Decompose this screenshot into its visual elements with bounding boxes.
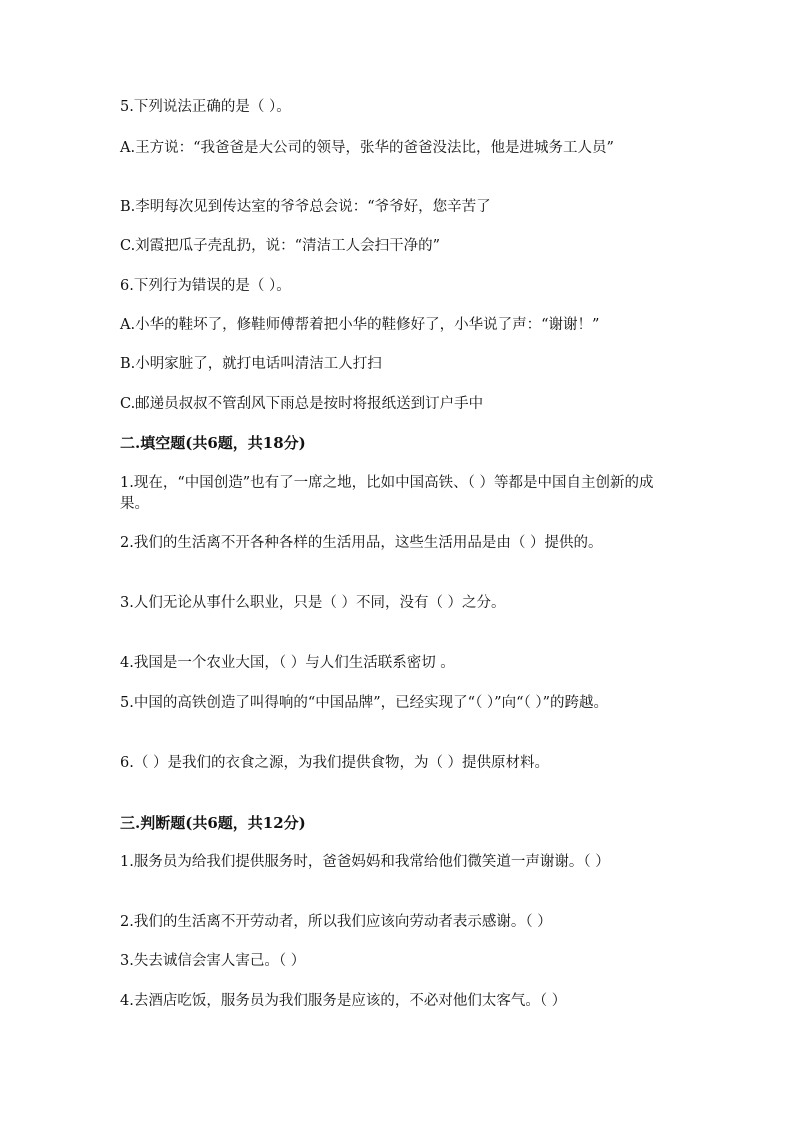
judge-section-heading: 三.判断题(共6题，共12分)	[120, 814, 306, 832]
question-6-option-a: A.小华的鞋坏了，修鞋师傅帮着把小华的鞋修好了，小华说了声：“谢谢！”	[120, 317, 600, 333]
judge-item-3: 3.失去诚信会害人害己。（ ）	[120, 953, 306, 969]
question-6-stem: 6.下列行为错误的是（ ）。	[120, 278, 291, 294]
question-5-option-b: B.李明每次见到传达室的爷爷总会说：“爷爷好，您辛苦了	[120, 199, 491, 215]
fill-item-1: 1.现在，“中国创造”也有了一席之地，比如中国高铁、（ ）等都是中国自主创新的成果。	[120, 475, 654, 512]
judge-item-2: 2.我们的生活离不开劳动者，所以我们应该向劳动者表示感谢。（ ）	[120, 914, 552, 930]
fill-item-4: 4.我国是一个农业大国，（ ）与人们生活联系密切 。	[120, 655, 455, 671]
question-5-stem: 5.下列说法正确的是（ ）。	[120, 99, 291, 115]
question-5-option-a: A.王方说：“我爸爸是大公司的领导，张华的爸爸没法比，他是进城务工人员”	[120, 140, 614, 156]
fill-item-6: 6.（ ）是我们的衣食之源，为我们提供食物，为（ ）提供原材料。	[120, 755, 550, 771]
fill-item-5: 5.中国的高铁创造了叫得响的“中国品牌”，已经实现了“（ ）”向“（ ）”的跨越。	[120, 695, 609, 711]
question-5-option-c: C.刘霞把瓜子壳乱扔，说：“清洁工人会扫干净的”	[120, 238, 441, 254]
judge-item-4: 4.去酒店吃饭，服务员为我们服务是应该的，不必对他们太客气。（ ）	[120, 993, 567, 1009]
judge-item-1: 1.服务员为给我们提供服务时，爸爸妈妈和我常给他们微笑道一声谢谢。（ ）	[120, 854, 610, 870]
question-6-option-c: C.邮递员叔叔不管刮风下雨总是按时将报纸送到订户手中	[120, 396, 484, 412]
fill-item-2: 2.我们的生活离不开各种各样的生活用品，这些生活用品是由（ ）提供的。	[120, 535, 603, 551]
fill-item-3: 3.人们无论从事什么职业，只是（ ）不同，没有（ ）之分。	[120, 595, 506, 611]
question-6-option-b: B.小明家脏了，就打电话叫清洁工人打扫	[120, 356, 382, 372]
fill-section-heading: 二.填空题(共6题，共18分)	[120, 434, 306, 452]
